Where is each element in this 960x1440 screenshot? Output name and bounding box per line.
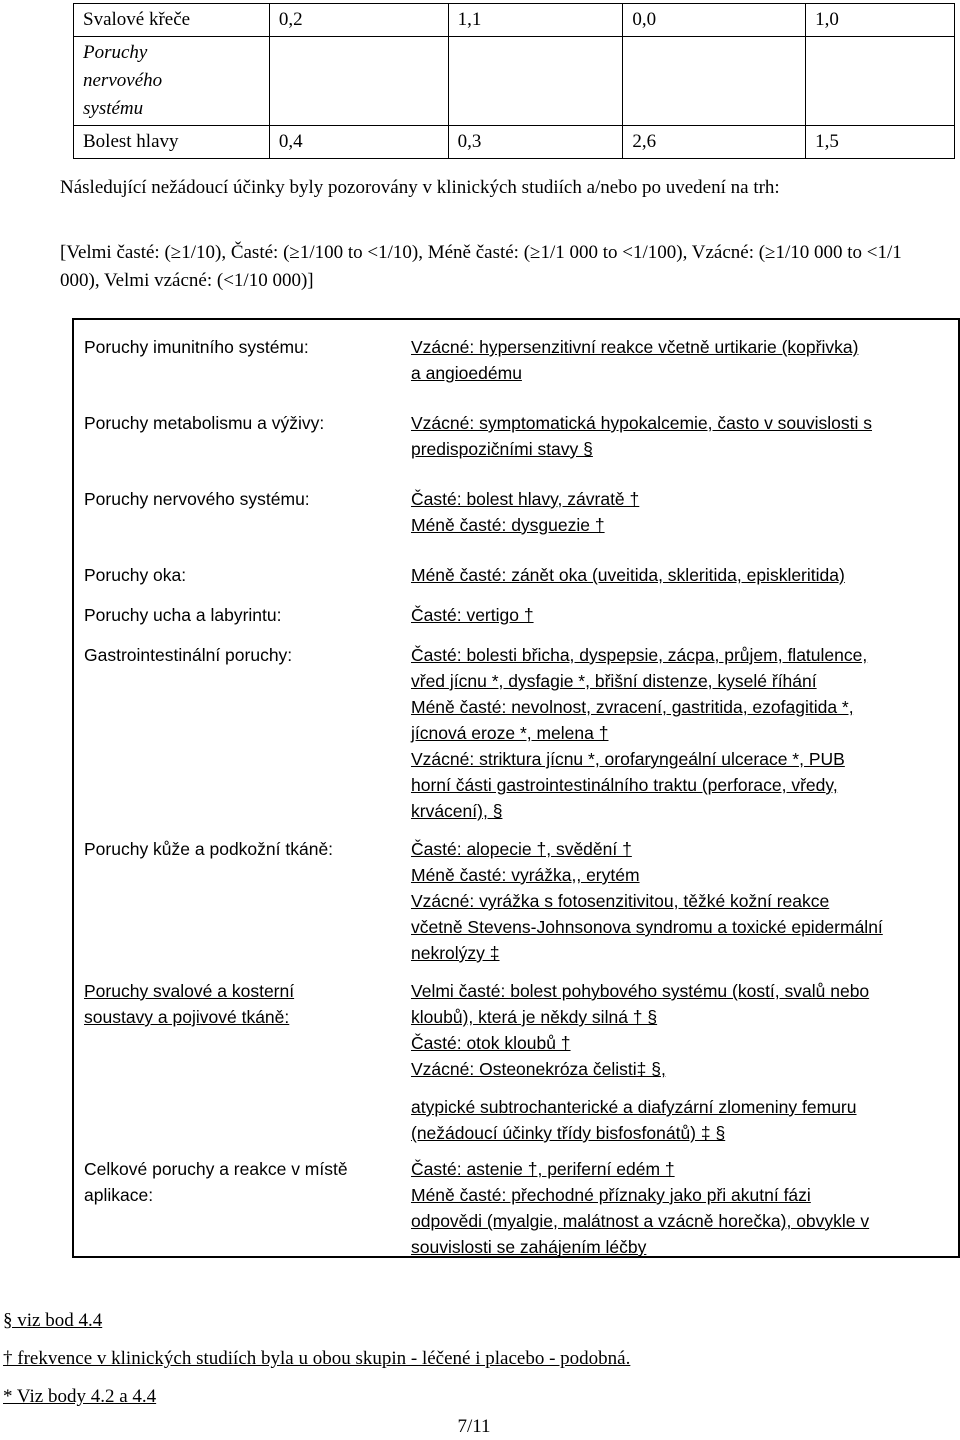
soc-reactions — [411, 410, 956, 462]
footnote: * Viz body 4.2 a 4.4 — [3, 1386, 157, 1407]
reaction-line: Méně časté: dysguezie † — [411, 515, 605, 535]
reaction-line: Velmi časté: bolest pohybového systému (kostí, svalů nebo — [411, 981, 870, 1001]
reaction-line: nekrolýzy ‡ — [411, 943, 500, 963]
reaction-line: Méně časté: vyrážka,, erytém — [411, 865, 640, 885]
soc-reactions — [411, 642, 956, 824]
reaction-line: Méně časté: zánět oka (uveitida, skleritida, episkleritida) — [411, 565, 845, 585]
cell — [269, 37, 448, 126]
cell — [448, 37, 623, 126]
cell — [806, 37, 955, 126]
reaction-line: kloubů), která je někdy silná † § — [411, 1007, 658, 1027]
reaction-line: Časté: bolesti břicha, dyspepsie, zácpa, průjem, flatulence, — [411, 645, 868, 665]
soc-reactions — [411, 602, 956, 628]
reaction-line: Vzácné: hypersenzitivní reakce včetně urtikarie (kopřivka) — [411, 337, 859, 357]
soc-reactions — [411, 562, 956, 588]
table-row — [74, 37, 955, 126]
cell: 1,5 — [806, 126, 955, 159]
reaction-line: Časté: vertigo † — [411, 605, 534, 625]
cell: 2,6 — [623, 126, 806, 159]
page-number: 7/11 — [457, 1416, 491, 1437]
reaction-line: vřed jícnu *, dysfagie *, břišní distenze, kyselé říhání — [411, 671, 817, 691]
soc-name: Poruchy svalové a kosterní soustavy a pojivové tkáně: — [84, 981, 295, 1027]
reaction-line: atypické subtrochanterické a diafyzární zlomeniny femuru — [411, 1097, 857, 1117]
reaction-line: horní části gastrointestinálního traktu (perforace, vředy, — [411, 775, 838, 795]
cell — [623, 37, 806, 126]
footnote: † frekvence v klinických studiích byla u obou skupin - léčené i placebo - podobná. — [3, 1348, 631, 1369]
reaction-line: Vzácné: vyrážka s fotosenzitivitou, těžké kožní reakce — [411, 891, 830, 911]
soc-name: Poruchy kůže a podkožní tkáně: — [84, 839, 334, 859]
soc-name: Gastrointestinální poruchy: — [84, 645, 293, 665]
row-label — [74, 37, 270, 126]
cell: 0,3 — [448, 126, 623, 159]
reaction-line: včetně Stevens-Johnsonova syndromu a toxické epidermální — [411, 917, 883, 937]
reaction-line: Časté: otok kloubů † — [411, 1033, 571, 1053]
row-label-text: Poruchy nervového systému — [83, 42, 163, 119]
reaction-line: a angioedému — [411, 363, 522, 383]
reaction-line: Vzácné: symptomatická hypokalcemie, často v souvislosti s — [411, 413, 873, 433]
reaction-line: Časté: bolest hlavy, závratě † — [411, 489, 640, 509]
cell: 0,0 — [623, 4, 806, 37]
cell: 1,0 — [806, 4, 955, 37]
soc-name: Poruchy metabolismu a výživy: — [84, 413, 325, 433]
reaction-line: Časté: astenie †, periferní edém † — [411, 1159, 675, 1179]
reaction-line: krvácení), § — [411, 801, 503, 821]
table-row — [74, 126, 955, 159]
soc-reactions — [411, 486, 956, 538]
soc-reactions — [411, 1156, 956, 1260]
table-row — [74, 4, 955, 37]
soc-name: Poruchy nervového systému: — [84, 489, 310, 509]
reaction-line: Méně časté: přechodné příznaky jako při akutní fázi — [411, 1185, 811, 1205]
reaction-line: Vzácné: striktura jícnu *, orofaryngeální ulcerace *, PUB — [411, 749, 845, 769]
cell: 0,4 — [269, 126, 448, 159]
soc-name: Poruchy oka: — [84, 565, 187, 585]
reaction-line: Vzácné: Osteonekróza čelisti‡ §, — [411, 1059, 666, 1079]
spacer — [411, 1082, 956, 1094]
cell: 0,2 — [269, 4, 448, 37]
soc-name: Poruchy ucha a labyrintu: — [84, 605, 282, 625]
soc-name: Poruchy imunitního systému: — [84, 337, 309, 357]
soc-name: Celkové poruchy a reakce v místě aplikace: — [84, 1159, 348, 1205]
reaction-line: Časté: alopecie †, svědění † — [411, 839, 632, 859]
reaction-line: Méně časté: nevolnost, zvracení, gastritida, ezofagitida *, — [411, 697, 854, 717]
footnote: § viz bod 4.4 — [3, 1310, 103, 1331]
adverse-reactions-table — [72, 318, 960, 1258]
soc-reactions — [411, 334, 956, 386]
top-table — [73, 3, 955, 159]
frequency-paragraph: [Velmi časté: (≥1/10), Časté: (≥1/100 to <1/10), Méně časté: (≥1/1 000 to <1/100), Vzácné: (≥1/10 000 to <1/1 000), Velmi vzácné: (<1/10 000)] — [60, 242, 902, 291]
reaction-line: (nežádoucí účinky třídy bisfosfonátů) ‡ § — [411, 1123, 726, 1143]
reaction-line: jícnová eroze *, melena † — [411, 723, 609, 743]
soc-reactions — [411, 836, 956, 966]
intro-paragraph: Následující nežádoucí účinky byly pozorovány v klinických studiích a/nebo po uvedení na trh: — [60, 177, 780, 198]
row-label: Bolest hlavy — [74, 126, 270, 159]
row-label: Svalové křeče — [74, 4, 270, 37]
cell: 1,1 — [448, 4, 623, 37]
reaction-line: souvislosti se zahájením léčby — [411, 1237, 647, 1257]
reaction-line: predispozičními stavy § — [411, 439, 593, 459]
soc-reactions — [411, 978, 956, 1146]
reaction-line: odpovědi (myalgie, malátnost a vzácně horečka), obvykle v — [411, 1211, 870, 1231]
